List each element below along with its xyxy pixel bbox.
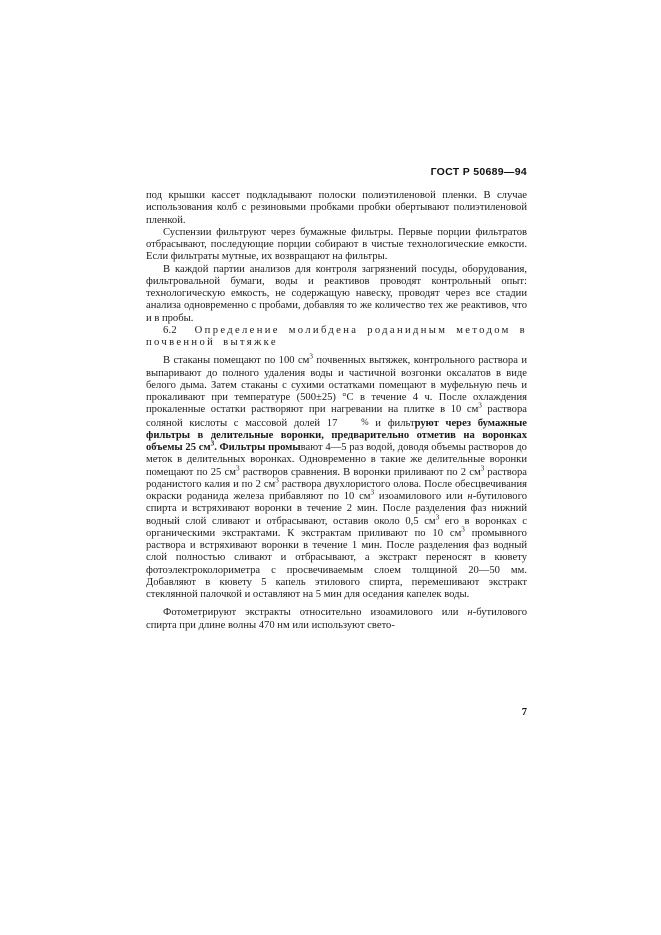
superscript-unit: 3 [435,512,440,521]
section-heading-6-2 [146,325,527,350]
superscript-unit: 3 [478,401,482,410]
superscript-unit: 3 [309,352,313,361]
running-head-standard-number: ГОСТ Р 50689—94 [430,166,527,178]
paragraph-procedure: В стаканы помещают по 100 $см^3$ почвенных вытяжек, контрольного раствора и выпаривают до полного удаления воды и частичной возгонки оксалатов в виде белого дыма. Затем стаканы с сухими остатками помещают в муфельную печь и прокаливают при температуре (500±25) °С в течение 4 ч. После охлаждения прокаленные остатки растворяют при нагревании на плитке в 10 $см^3$ раствора соляной кислоты с массовой долей 17 % и фильтруют через бумажные фильтры в делительные воронки, предварительно отметив на воронках объемы 25 $см^3$. Фильтры промывают 4—5 раз водой, доводя объемы растворов до меток в делительных воронках. Одновременно в такие же делительные воронки помещают по 25 $см^3$ растворов сравнения. В воронки приливают по 2 $см^3$ раствора роданистого калия и по 2 $см^3$ раствора двухлористого олова. После обесцвечивания окраски роданида железа прибавляют по 10 $см^3$ изоамилового или н-бутилового спирта и встряхивают воронки в течение 2 мин. После разделения фаз нижний водный слой сливают и отбрасывают, оставив около 0,5 $см^3$ его в воронках с органическими экстрактами. К экстрактам приливают по 10 $см^3$ промывного раствора и встряхивают воронки в течение 1 мин. После разделения фаз водный слой полностью сливают и отбрасывают, а экстракт переносят в кювету фотоэлектроколориметра с просвечиваемым слоем толщиной 20—50 мм. Добавляют в кювету 5 капель этилового спирта, перемешивают экстракт стеклянной палочкой и оставляют на 5 мин для оседания капелек воды. [146,352,528,600]
section-heading-number: 6.2 [163,324,177,336]
body-text-block [146,190,527,632]
paragraph-photometry: Фотометрируют экстракты относительно изоамилового или н-бутилового спирта при длине волны 470 нм или используют свето- [146,607,527,631]
superscript-unit: 3 [461,525,465,534]
percent-symbol: % [361,416,369,427]
paragraph-control-test: В каждой партии анализов для контроля загрязнений посуды, оборудования, фильтровальной бумаги, воды и реактивов проводят контрольный опыт: технологическую емкость, не содержащую навеску, проводят через все стадии анализа одновременно с пробами, добавляя то же количество тех же реактивов, что и в пробы. [146,263,527,324]
superscript-unit: 3 [235,463,240,472]
paragraph-cassettes: под крышки кассет подкладывают полоски полиэтиленовой пленки. В случае использования колб с резиновыми пробками пробки обертывают полиэтиленовой пленкой. [146,190,527,226]
emphasis-run: . Фильтры промы [214,442,301,453]
italic-prefix: н [467,607,473,619]
superscript-unit: 3 [370,488,375,497]
emphasis-superscript-unit: 3 [210,439,215,448]
page-number: 7 [521,707,527,718]
section-heading-text: Определение молибдена роданидным методом в почвенной вытяжке [146,324,527,348]
italic-prefix: н [467,491,473,502]
superscript-unit: 3 [480,463,485,472]
paragraph-suspensions: Суспензии фильтруют через бумажные фильтры. Первые порции фильтратов отбрасывают, последующие порции собирают в чистые технологические емкости. Если фильтраты мутные, их возвращают на фильтры. [146,226,527,263]
superscript-unit: 3 [275,476,279,485]
emphasis-run: руют через бумажные фильтры в делительные воронки, предварительно отметив на воронках объемы 25 см [146,417,527,453]
